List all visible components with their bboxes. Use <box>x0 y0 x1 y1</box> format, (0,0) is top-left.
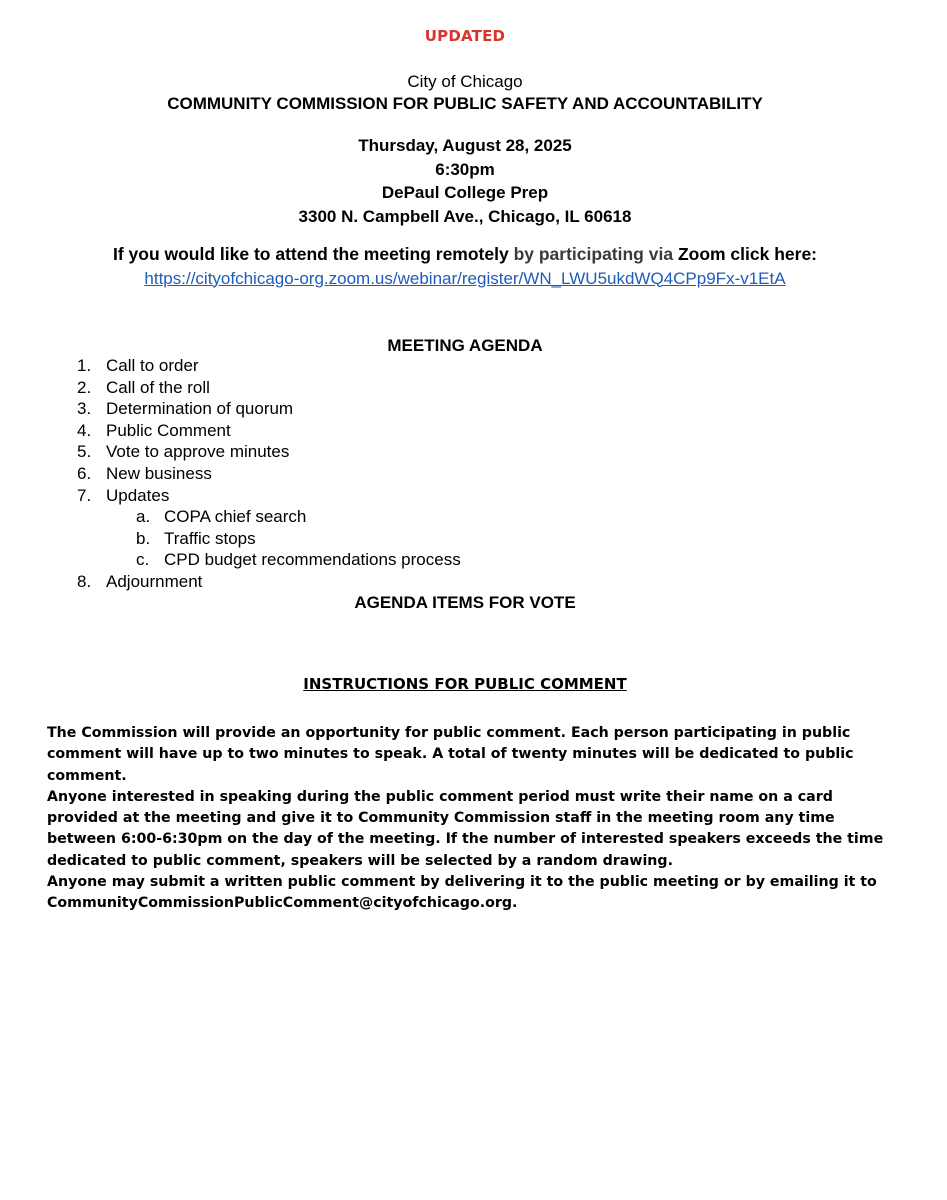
agenda-item <box>75 463 461 485</box>
agenda-sub-item <box>133 549 461 571</box>
agenda-sub-item-letter: c. <box>136 550 150 570</box>
instructions-body <box>47 723 907 915</box>
remote-attendance <box>0 243 930 290</box>
agenda-sub-item-label: COPA chief search <box>164 507 307 527</box>
agenda-item-number: 2. <box>77 377 92 397</box>
remote-intro-part3: Zoom click here: <box>677 244 818 264</box>
agenda-item <box>75 420 461 442</box>
instructions-title: INSTRUCTIONS FOR PUBLIC COMMENT <box>303 675 627 693</box>
agenda-item <box>75 571 461 593</box>
agenda-item <box>75 485 461 571</box>
commission-name: COMMUNITY COMMISSION FOR PUBLIC SAFETY AND ACCOUNTABILITY <box>167 93 763 113</box>
agenda-title: MEETING AGENDA <box>387 336 543 355</box>
agenda-item-label: New business <box>106 463 212 483</box>
remote-intro <box>0 243 930 267</box>
agenda-item <box>75 398 461 420</box>
agenda-sub-item-label: CPD budget recommendations process <box>164 550 461 570</box>
meeting-time: 6:30pm <box>435 159 495 179</box>
agenda-item-label: Call to order <box>106 356 199 375</box>
agenda-item-label: Determination of quorum <box>106 399 294 419</box>
agenda-item <box>75 377 461 399</box>
agenda-item-number: 1. <box>77 356 92 375</box>
agenda-item-label: Adjournment <box>106 571 203 591</box>
agenda-item-number: 7. <box>77 485 92 505</box>
agenda-list <box>75 355 461 593</box>
agenda-item-number: 5. <box>77 442 92 462</box>
meeting-details <box>0 134 930 228</box>
agenda-item <box>75 441 461 463</box>
agenda-item-number: 6. <box>77 463 92 483</box>
updates-sub-list <box>133 506 461 571</box>
agenda-item-label: Call of the roll <box>106 377 210 397</box>
meeting-address: 3300 N. Campbell Ave., Chicago, IL 60618 <box>298 206 632 226</box>
agenda-sub-item-letter: b. <box>136 528 151 548</box>
agenda-item-label: Public Comment <box>106 420 231 440</box>
instructions-paragraph: The Commission will provide an opportunity for public comment. Each person participating in public comment will have up to two minutes to speak. A total of twenty minutes will be dedicated to public comment. <box>47 725 854 784</box>
agenda-sub-item-letter: a. <box>136 507 151 527</box>
document-header <box>0 71 930 114</box>
agenda-sub-item-label: Traffic stops <box>164 528 256 548</box>
city-name: City of Chicago <box>407 72 523 91</box>
agenda-sub-item <box>133 506 461 528</box>
agenda-item-label: Vote to approve minutes <box>106 442 290 462</box>
instructions-paragraph: Anyone may submit a written public comment by delivering it to the public meeting or by emailing it to CommunityCommissionPublicComment@cityofchicago.org. <box>47 874 877 912</box>
agenda-item-label: Updates <box>106 485 170 505</box>
agenda-item-number: 4. <box>77 420 92 440</box>
remote-intro-part1: If you would like to attend the meeting remotely <box>112 244 514 264</box>
zoom-registration-link[interactable]: https://cityofchicago-org.zoom.us/webinar/register/WN_LWU5ukdWQ4CPp9Fx-v1EtA <box>144 268 786 288</box>
agenda-item-number: 3. <box>77 399 92 419</box>
agenda-sub-item <box>133 528 461 550</box>
updated-label: UPDATED <box>424 27 506 45</box>
agenda-item <box>75 355 461 377</box>
agenda-vote-title: AGENDA ITEMS FOR VOTE <box>354 593 576 612</box>
instructions-paragraph: Anyone interested in speaking during the public comment period must write their name on a card provided at the meeting and give it to Community Commission staff in the meeting room any time between 6:00-6:30pm on the day of the meeting. If the number of interested speakers exceeds the time dedicated to public comment, speakers will be selected by a random drawing. <box>47 788 884 869</box>
meeting-date: Thursday, August 28, 2025 <box>358 136 572 155</box>
agenda-item-number: 8. <box>77 571 92 591</box>
remote-intro-part2: by participating via <box>513 244 678 264</box>
meeting-venue: DePaul College Prep <box>381 183 549 202</box>
